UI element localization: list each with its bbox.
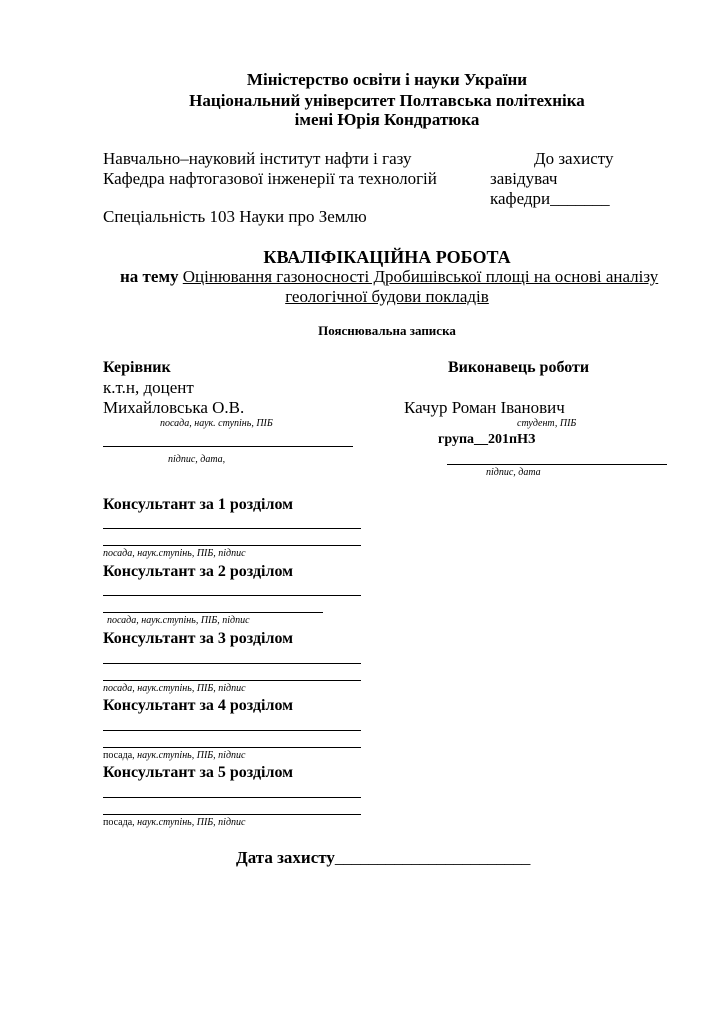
consultant-4-caption (103, 750, 245, 761)
defense-date (236, 848, 530, 868)
executor-group: група__201пНЗ (438, 432, 536, 447)
consultant-2-caption: посада, наук.ступінь, ПІБ, підпис (107, 615, 250, 626)
explanatory-note: Пояснювальна записка (318, 323, 456, 338)
consultant-4-caption-prefix: посада, (103, 750, 138, 761)
executor-signature-line (447, 464, 667, 465)
executor-sign-caption: підпис, дата (486, 467, 541, 478)
consultant-3-line-1 (103, 663, 361, 664)
consultant-3-label: Консультант за 3 розділом (103, 630, 294, 647)
consultant-1-line-2 (103, 545, 361, 546)
consultant-2-line-1 (103, 595, 361, 596)
supervisor-name: Михайловська О.В. (103, 398, 245, 417)
consultant-3-line-2 (103, 680, 361, 681)
consultant-5-line-1 (103, 797, 361, 798)
executor-name: Качур Роман Іванович (404, 398, 565, 417)
university-named-after: імені Юрія Кондратюка (294, 110, 480, 129)
consultant-1-caption: посада, наук.ступінь, ПІБ, підпис (103, 548, 246, 559)
consultant-3-caption: посада, наук.ступінь, ПІБ, підпис (103, 683, 246, 694)
institute-line: Навчально–науковий інститут нафти і газу (103, 149, 412, 168)
consultant-4-line-1 (103, 730, 361, 731)
consultant-2-label: Консультант за 2 розділом (103, 563, 294, 580)
defense-date-blank: _______________________ (334, 848, 531, 867)
consultant-2-line-2 (103, 612, 323, 613)
executor-caption: студент, ПІБ (517, 418, 577, 429)
supervisor-label: Керівник (103, 359, 171, 376)
consultant-5-caption-prefix: посада, (103, 817, 138, 828)
topic-line-1 (120, 267, 658, 287)
consultant-1-label: Консультант за 1 розділом (103, 496, 294, 513)
consultant-1-line-1 (103, 528, 361, 529)
consultant-5-label: Консультант за 5 розділом (103, 764, 294, 781)
ministry-title: Міністерство освіти і науки України (246, 70, 528, 89)
supervisor-sign-caption: підпис, дата, (168, 454, 226, 465)
specialty-line: Спеціальність 103 Науки про Землю (103, 207, 367, 226)
supervisor-signature-line (103, 446, 353, 447)
department-line: Кафедра нафтогазової інженерії та технологій (103, 169, 437, 188)
consultant-5-line-2 (103, 814, 361, 815)
consultant-4-label: Консультант за 4 розділом (103, 697, 294, 714)
executor-label: Виконавець роботи (448, 359, 590, 376)
approval-to-defense: До захисту (534, 149, 614, 168)
supervisor-degree: к.т.н, доцент (103, 378, 194, 397)
consultant-5-caption (103, 817, 245, 828)
consultant-4-caption-rest: наук.ступінь, ПІБ, підпис (137, 750, 246, 761)
topic-prefix: на тему (120, 267, 179, 286)
consultant-4-line-2 (103, 747, 361, 748)
work-title: КВАЛІФІКАЦІЙНА РОБОТА (263, 247, 511, 267)
approval-department: кафедри_______ (490, 189, 610, 208)
topic-text-1: Оцінювання газоносності Дробишівської площі на основі аналізу (182, 267, 659, 286)
supervisor-caption: посада, наук. ступінь, ПІБ (160, 418, 273, 429)
university-title: Національний університет Полтавська політехніка (189, 91, 585, 110)
topic-line-2: геологічної будови покладів (285, 287, 489, 306)
consultant-5-caption-rest: наук.ступінь, ПІБ, підпис (137, 817, 246, 828)
defense-date-label: Дата захисту (236, 848, 335, 867)
approval-head: завідувач (490, 169, 558, 188)
